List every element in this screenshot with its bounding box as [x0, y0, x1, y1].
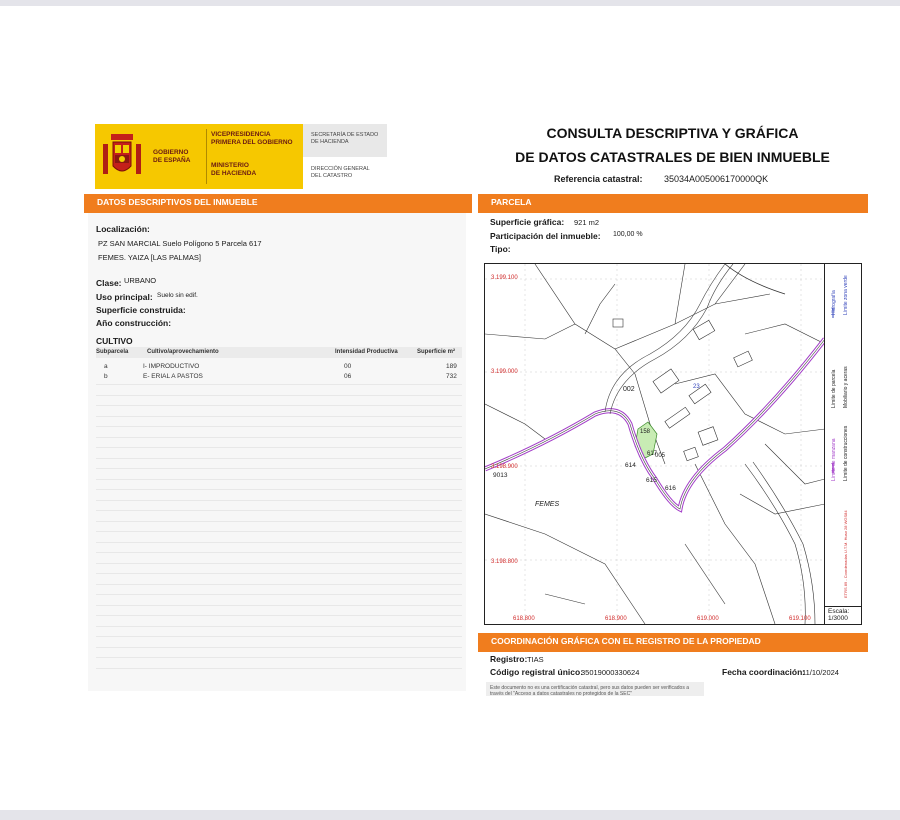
fecha-coordinacion-label: Fecha coordinación: [722, 667, 806, 677]
table-rule [96, 437, 462, 438]
ref-catastral-label: Referencia catastral: [554, 174, 643, 184]
cultivo-table-body: a I- IMPRODUCTIVO 00 189 b E- ERIAL A PASTOS 06 732 [104, 363, 457, 380]
direccion-label: DIRECCIÓN GENERAL DEL CATASTRO [311, 166, 370, 179]
map-legend [824, 263, 863, 606]
table-rule [96, 626, 462, 627]
table-rule [96, 489, 462, 490]
participacion-value: 100,00 % [613, 231, 643, 238]
table-rule [96, 531, 462, 532]
cadastral-map[interactable] [484, 263, 862, 625]
clase-label: Clase: [96, 278, 122, 288]
anio-construccion-label: Año construcción: [96, 318, 172, 328]
parcel-label: 002 [623, 386, 635, 393]
table-rule [96, 521, 462, 522]
registro-label: Registro: [490, 654, 528, 664]
tipo-label: Tipo: [490, 244, 511, 254]
table-rule [96, 447, 462, 448]
table-rule [96, 500, 462, 501]
col-intensidad: Intensidad Productiva [335, 349, 398, 355]
coordinacion-section-header: COORDINACIÓN GRÁFICA CON EL REGISTRO DE LA PROPIEDAD [478, 633, 868, 652]
legend-item: Hidrografía [831, 290, 837, 315]
col-cultivo: Cultivo/aprovechamiento [147, 349, 219, 355]
superficie-grafica-value: 921 m2 [574, 218, 600, 227]
localizacion-line2: FEMES. YAIZA [LAS PALMAS] [98, 253, 201, 262]
clase-value: URBANO [124, 276, 157, 285]
map-drawing [485, 264, 825, 624]
legend-item: Límite de construcciones [843, 425, 849, 481]
x-tick-label: 618.800 [513, 616, 535, 622]
table-rule [96, 657, 462, 658]
participacion-label: Participación del inmueble: [490, 231, 601, 241]
parcel-label: 616 [665, 485, 676, 492]
y-tick-label: 3.199.000 [491, 369, 518, 375]
table-rule [96, 668, 462, 669]
cultivo-table-header [96, 347, 462, 358]
uso-value: Suelo sin edif. [157, 292, 198, 299]
registro-value: TIAS [527, 655, 544, 664]
table-rule [96, 510, 462, 511]
table-rule [96, 615, 462, 616]
document-title-line1: CONSULTA DESCRIPTIVA Y GRÁFICA [546, 125, 799, 141]
table-rule [96, 573, 462, 574]
table-rule [96, 584, 462, 585]
col-subparcela: Subparcela [96, 349, 129, 355]
map-scale: Escala: 1/3000 [824, 606, 862, 625]
vicepresidencia-label: VICEPRESIDENCIA PRIMERA DEL GOBIERNO [211, 131, 293, 146]
table-rule [96, 636, 462, 637]
table-rule [96, 542, 462, 543]
document-title-line2: DE DATOS CATASTRALES DE BIEN INMUEBLE [515, 149, 830, 165]
table-rule [96, 405, 462, 406]
codigo-registral-label: Código registral único: [490, 667, 584, 677]
table-rule [96, 647, 462, 648]
parcel-label: 617 [647, 451, 658, 457]
parcela-section-header: PARCELA [478, 194, 868, 213]
x-tick-label: 618.900 [605, 616, 627, 622]
parcel-label: 158 [640, 429, 651, 435]
superficie-construida-label: Superficie construida: [96, 305, 186, 315]
cultivo-title: CULTIVO [96, 336, 133, 346]
coat-of-arms-icon [101, 130, 143, 182]
disclaimer-notice: Este documento no es una certificación catastral, pero sus datos pueden ser verificados a través del "Acceso a datos catastrales no protegidos de la SEC" [486, 682, 704, 696]
y-tick-label: 3.198.900 [491, 464, 518, 470]
superficie-grafica-label: Superficie gráfica: [490, 217, 565, 227]
parcel-label: 005 [655, 453, 666, 459]
datos-section-header: DATOS DESCRIPTIVOS DEL INMUEBLE [84, 194, 472, 213]
legend-item: Mobiliario y aceras [843, 366, 849, 408]
legend-item: Límite zona verde [843, 275, 849, 315]
place-label: FEMES [535, 501, 560, 508]
table-rule [96, 479, 462, 480]
table-rule [96, 594, 462, 595]
ministerio-label: MINISTERIO DE HACIENDA [211, 162, 257, 177]
col-superficie: Superficie m² [417, 349, 456, 355]
government-logo [95, 124, 303, 189]
gobierno-label: GOBIERNO DE ESPAÑA [153, 149, 191, 164]
table-rule [96, 426, 462, 427]
legend-item: ETRS 89 - Coordenadas U.T.M. Huso 28 WGS84 [843, 510, 848, 598]
window-top-edge [0, 0, 900, 6]
parcel-label: 9013 [493, 472, 508, 479]
ref-catastral-value: 35034A005006170000QK [664, 174, 769, 184]
x-tick-label: 619.000 [697, 616, 719, 622]
logo-divider [206, 129, 207, 184]
x-tick-label: 619.100 [789, 616, 811, 622]
legend-drawing [825, 263, 863, 606]
table-rule [96, 395, 462, 396]
fecha-coordinacion-value: 11/10/2024 [802, 668, 839, 677]
table-rule [96, 384, 462, 385]
uso-label: Uso principal: [96, 292, 153, 302]
parcel-label: 23 [693, 384, 700, 390]
legend-item: Límite de manzana [831, 438, 837, 481]
localizacion-label: Localización: [96, 224, 150, 234]
window-bottom-edge [0, 810, 900, 820]
secretaria-block: SECRETARÍA DE ESTADO DE HACIENDA [303, 124, 387, 157]
y-tick-label: 3.199.100 [491, 275, 518, 281]
table-rule [96, 416, 462, 417]
codigo-registral-value: 35019000330624 [581, 668, 640, 677]
localizacion-line1: PZ SAN MARCIAL Suelo Polígono 5 Parcela 617 [98, 239, 262, 248]
parcel-label: 614 [625, 462, 636, 469]
legend-item: Límite de parcela [831, 369, 837, 408]
table-rule [96, 458, 462, 459]
table-rule [96, 563, 462, 564]
table-rule [96, 552, 462, 553]
parcel-label: 615 [646, 477, 657, 484]
table-rule [96, 605, 462, 606]
y-tick-label: 3.198.800 [491, 559, 518, 565]
table-rule [96, 468, 462, 469]
